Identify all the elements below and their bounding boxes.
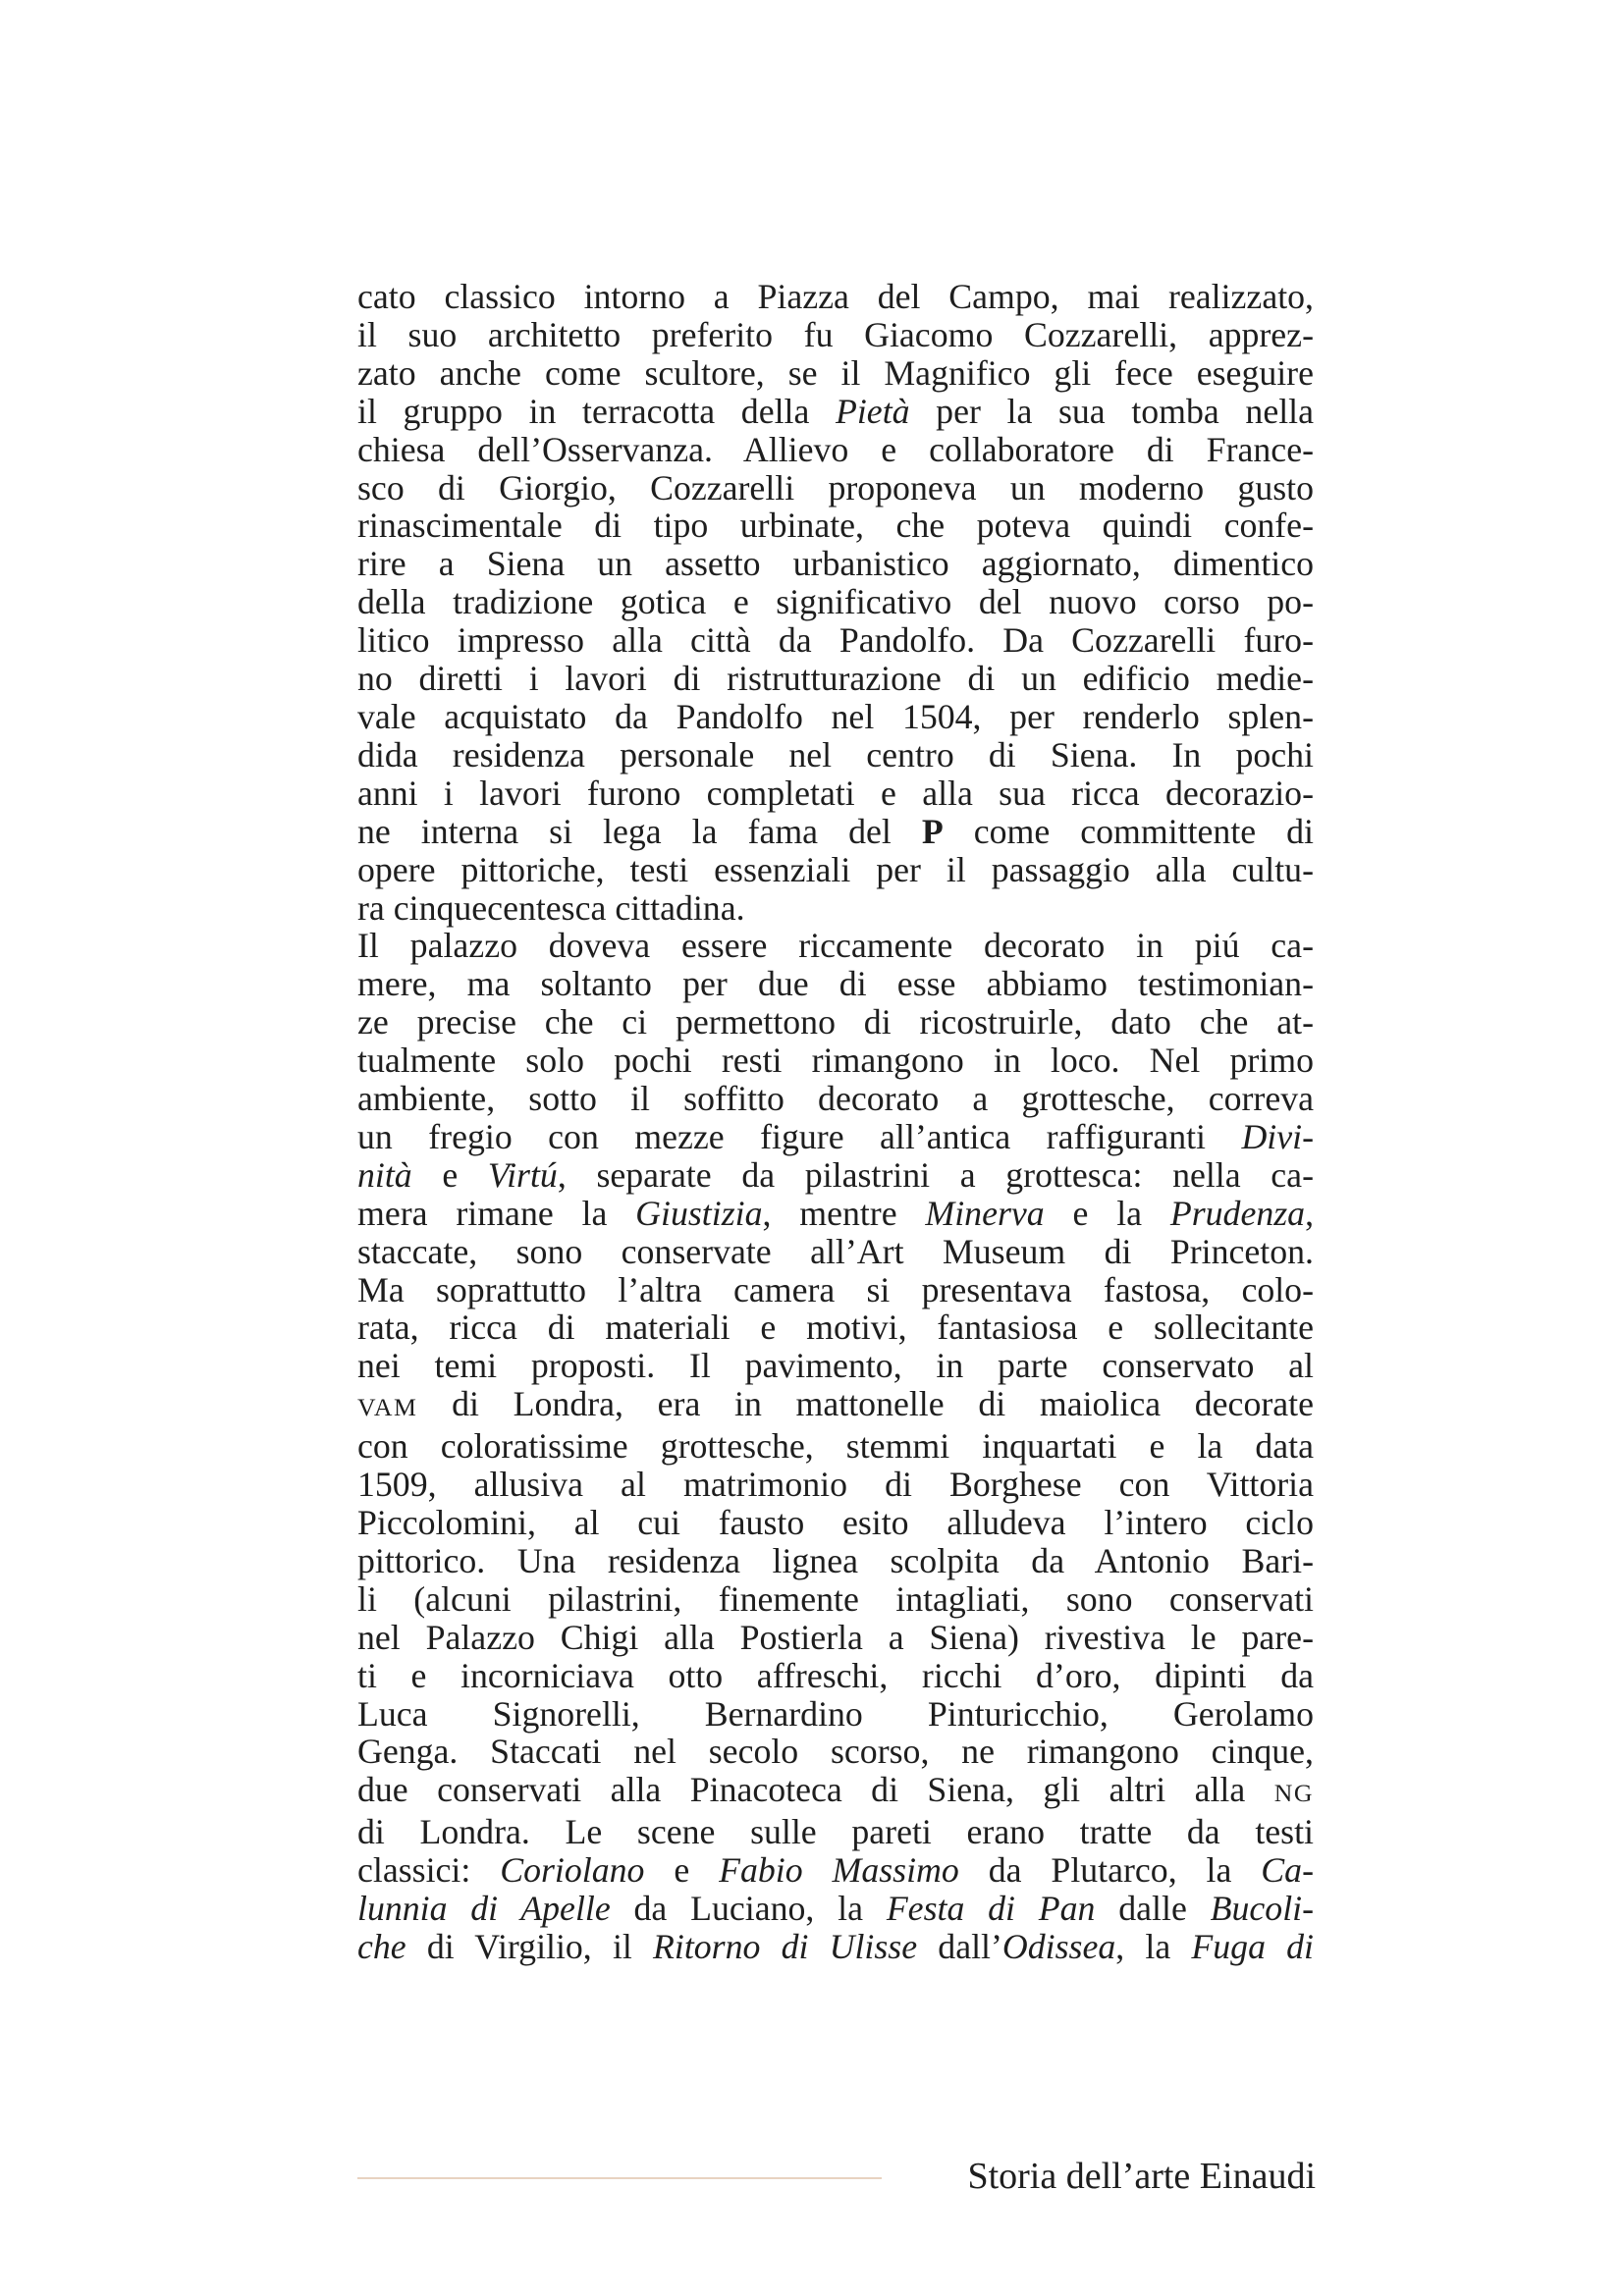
text-line: [357, 1118, 1314, 1156]
text-segment: ambiente, sotto il soffitto decorato a grottesche, correva: [357, 1079, 1314, 1119]
text-segment: il suo architetto preferito fu Giacomo Cozzarelli, apprez-: [357, 314, 1314, 354]
text-line: [357, 431, 1314, 469]
text-segment: Luca Signorelli, Bernardino Pinturicchio, Gerolamo: [357, 1693, 1314, 1734]
text-line: [357, 660, 1314, 698]
text-line: [357, 316, 1314, 354]
text-line: [357, 1657, 1314, 1695]
text-line: [357, 698, 1314, 736]
text-segment: li (alcuni pilastrini, finemente intagliati, sono conservati: [357, 1578, 1314, 1619]
text-segment: Ca-: [1261, 1850, 1314, 1891]
text-segment: zato anche come scultore, se il Magnifico gli fece eseguire: [357, 352, 1314, 393]
text-segment: Fabio Massimo: [719, 1850, 959, 1891]
text-segment: Bucoli-: [1210, 1889, 1315, 1929]
text-line: [357, 393, 1314, 431]
text-line: [357, 1156, 1314, 1195]
text-line: [357, 1233, 1314, 1271]
text-segment: classici:: [357, 1850, 501, 1891]
text-segment: dall’: [917, 1926, 1002, 1966]
text-segment: , mentre: [762, 1193, 926, 1233]
footer-title: Storia dell’arte Einaudi: [967, 2156, 1316, 2197]
text-segment: Ritorno di Ulisse: [653, 1926, 918, 1966]
text-segment: nei temi proposti. Il pavimento, in parte conservato al: [357, 1346, 1314, 1386]
text-segment: nità: [357, 1154, 412, 1195]
text-segment: della tradizione gotica e significativo del nuovo corso po-: [357, 582, 1314, 622]
text-segment: tualmente solo pochi resti rimangono in loco. Nel primo: [357, 1041, 1314, 1081]
text-line: [357, 736, 1314, 774]
text-segment: con coloratissime grottesche, stemmi inquartati e la data: [357, 1426, 1314, 1467]
text-segment: ne interna si lega la fama del: [357, 811, 922, 851]
text-line: [357, 354, 1314, 393]
text-segment: Giustizia: [635, 1193, 763, 1233]
text-segment: rata, ricca di materiali e motivi, fantasiosa e sollecitante: [357, 1308, 1314, 1348]
text-segment: e: [411, 1154, 488, 1195]
text-segment: il gruppo in terracotta della: [357, 391, 836, 431]
text-segment: e la: [1044, 1193, 1170, 1233]
text-segment: Odissea: [1001, 1926, 1116, 1966]
text-segment: cato classico intorno a Piazza del Campo, mai realizzato,: [357, 277, 1314, 316]
text-line: [357, 1308, 1314, 1347]
text-line: [357, 507, 1314, 545]
text-segment: da Luciano, la: [610, 1889, 887, 1929]
text-segment: di Londra. Le scene sulle pareti erano tratte da testi: [357, 1812, 1314, 1852]
text-segment: ra cinquecentesca cittadina.: [357, 887, 745, 928]
text-segment: da Plutarco, la: [958, 1850, 1262, 1891]
text-line: [357, 813, 1314, 851]
text-segment: , separate da pilastrini a grottesca: nella ca-: [557, 1154, 1314, 1195]
text-line: [357, 889, 1314, 928]
text-line: [357, 1619, 1314, 1657]
text-segment: Minerva: [925, 1193, 1045, 1233]
text-line: [357, 1771, 1314, 1813]
text-segment: che: [357, 1926, 406, 1966]
text-segment: 1509, allusiva al matrimonio di Borghese con Vittoria: [357, 1465, 1314, 1505]
text-line: [357, 1851, 1314, 1890]
text-segment: Genga. Staccati nel secolo scorso, ne rimangono cinque,: [357, 1732, 1314, 1772]
text-line: [357, 1466, 1314, 1504]
text-segment: Il palazzo doveva essere riccamente decorato in piú ca-: [357, 926, 1314, 966]
text-line: [357, 1504, 1314, 1542]
text-segment: litico impresso alla città da Pandolfo. Da Cozzarelli furo-: [357, 620, 1314, 661]
text-segment: , la: [1115, 1926, 1192, 1966]
text-segment: Virtú: [487, 1154, 558, 1195]
body-text: [357, 278, 1314, 1966]
text-line: [357, 851, 1314, 889]
text-segment: rire a Siena un assetto urbanistico aggiornato, dimentico: [357, 544, 1314, 584]
text-line: [357, 1928, 1314, 1966]
text-segment: Piccolomini, al cui fausto esito alludeva l’intero ciclo: [357, 1503, 1314, 1542]
text-segment: sco di Giorgio, Cozzarelli proponeva un moderno gusto: [357, 467, 1314, 507]
text-segment: Coriolano: [500, 1850, 645, 1891]
text-segment: VAM: [357, 1393, 418, 1422]
text-segment: pittorico. Una residenza lignea scolpita da Antonio Bari-: [357, 1540, 1314, 1580]
text-line: [357, 1041, 1314, 1080]
text-segment: due conservati alla Pinacoteca di Siena, gli altri alla: [357, 1770, 1274, 1810]
text-segment: Prudenza: [1169, 1193, 1306, 1233]
text-line: [357, 927, 1314, 965]
text-segment: Pietà: [836, 391, 910, 431]
text-line: [357, 1733, 1314, 1771]
text-segment: mera rimane la: [357, 1193, 636, 1233]
text-segment: di Londra, era in mattonelle di maiolica decorate: [417, 1384, 1314, 1424]
text-segment: chiesa dell’Osservanza. Allievo e collaboratore di France-: [357, 429, 1314, 469]
text-segment: Divi-: [1241, 1116, 1314, 1156]
text-line: [357, 621, 1314, 660]
text-segment: anni i lavori furono completati e alla sua ricca decorazio-: [357, 773, 1314, 813]
text-segment: NG: [1273, 1779, 1314, 1808]
text-segment: Ma soprattutto l’altra camera si presentava fastosa, colo-: [357, 1269, 1314, 1309]
text-segment: opere pittoriche, testi essenziali per il passaggio alla cultu-: [357, 849, 1314, 889]
text-line: [357, 1427, 1314, 1466]
text-line: [357, 774, 1314, 813]
text-segment: P: [921, 811, 944, 851]
text-line: [357, 469, 1314, 507]
text-line: [357, 1542, 1314, 1580]
text-line: [357, 545, 1314, 583]
footer-rule: [357, 2177, 882, 2179]
text-line: [357, 1271, 1314, 1309]
text-line: [357, 1580, 1314, 1619]
text-segment: Festa di Pan: [886, 1889, 1096, 1929]
text-segment: nel Palazzo Chigi alla Postierla a Siena) rivestiva le pare-: [357, 1617, 1314, 1657]
text-line: [357, 965, 1314, 1003]
text-line: [357, 1695, 1314, 1734]
text-segment: dida residenza personale nel centro di Siena. In pochi: [357, 734, 1314, 774]
text-line: [357, 1385, 1314, 1427]
text-line: [357, 1003, 1314, 1041]
text-line: [357, 583, 1314, 621]
text-segment: di Virgilio, il: [406, 1926, 654, 1966]
text-line: [357, 278, 1314, 316]
text-segment: rinascimentale di tipo urbinate, che poteva quindi confe-: [357, 506, 1314, 546]
text-line: [357, 1195, 1314, 1233]
text-segment: no diretti i lavori di ristrutturazione di un edificio medie-: [357, 659, 1314, 699]
text-segment: staccate, sono conservate all’Art Museum di Princeton.: [357, 1231, 1314, 1271]
text-segment: come committente di: [943, 811, 1314, 851]
text-segment: ,: [1305, 1193, 1315, 1233]
text-segment: vale acquistato da Pandolfo nel 1504, per renderlo splen-: [357, 696, 1314, 736]
text-segment: un fregio con mezze figure all’antica raffiguranti: [357, 1116, 1242, 1156]
text-line: [357, 1890, 1314, 1928]
text-segment: lunnia di Apelle: [357, 1889, 611, 1929]
text-line: [357, 1813, 1314, 1851]
text-segment: dalle: [1095, 1889, 1211, 1929]
text-segment: Fuga di: [1191, 1926, 1314, 1966]
text-segment: per la sua tomba nella: [909, 391, 1314, 431]
text-segment: ti e incorniciava otto affreschi, ricchi d’oro, dipinti da: [357, 1655, 1314, 1695]
text-line: [357, 1080, 1314, 1118]
text-line: [357, 1347, 1314, 1385]
text-segment: e: [644, 1850, 720, 1891]
text-segment: mere, ma soltanto per due di esse abbiamo testimonian-: [357, 964, 1314, 1004]
text-segment: ze precise che ci permettono di ricostruirle, dato che at-: [357, 1002, 1314, 1042]
